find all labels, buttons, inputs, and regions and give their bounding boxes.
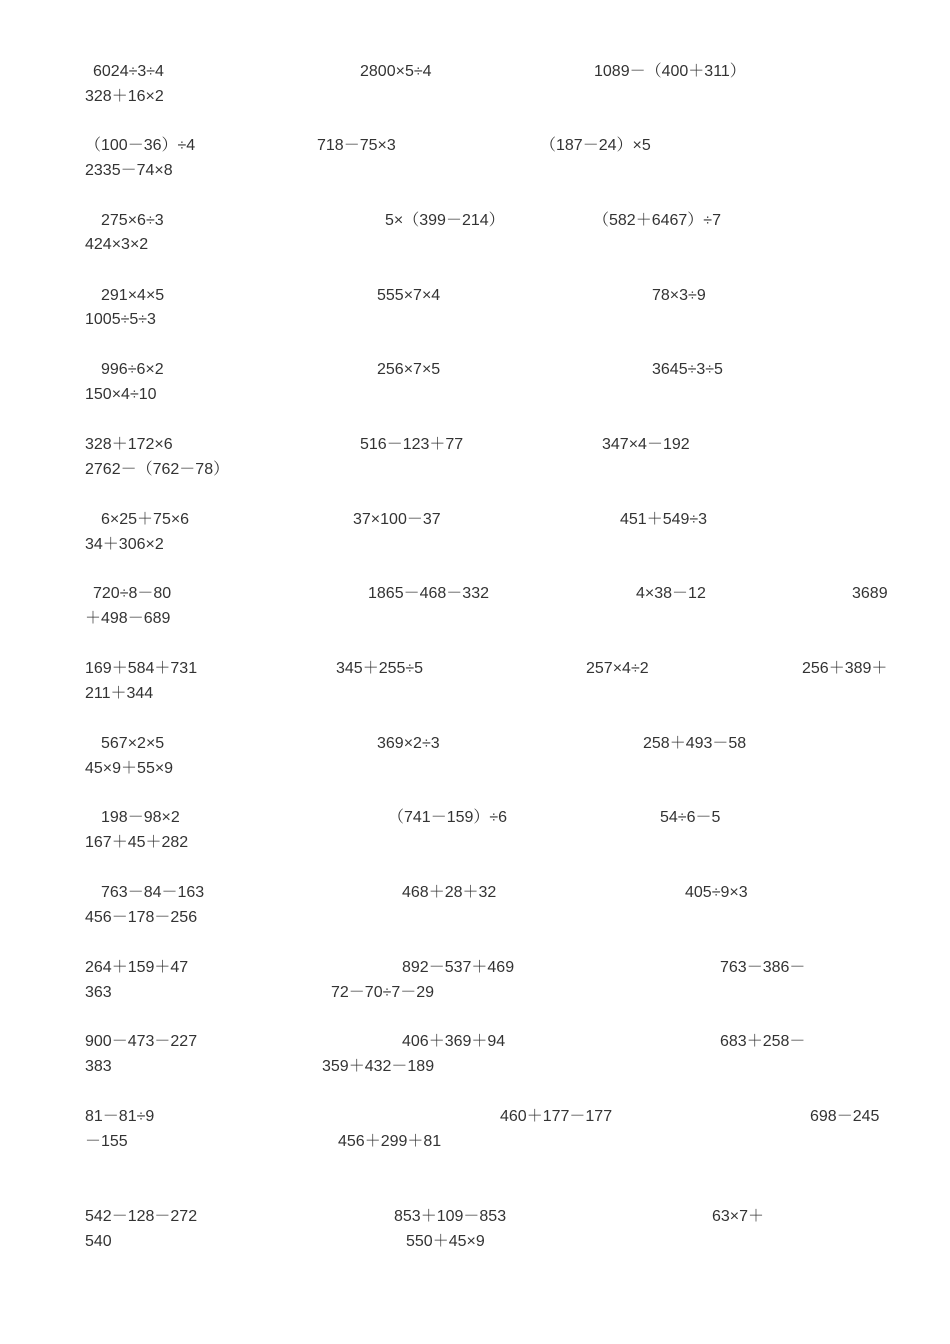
- expression: 763－386－: [720, 959, 806, 976]
- expression: 363: [85, 984, 112, 1001]
- expression: 275×6÷3: [101, 212, 164, 229]
- expression: 256×7×5: [377, 361, 441, 378]
- expression: 451＋549÷3: [620, 511, 708, 528]
- expression: 257×4÷2: [586, 660, 649, 677]
- expression: 683＋258－: [720, 1033, 806, 1050]
- expression: 3645÷3÷5: [652, 361, 723, 378]
- expression: 383: [85, 1058, 112, 1075]
- expression: 763－84－163: [101, 884, 205, 901]
- expression: 45×9＋55×9: [85, 760, 174, 777]
- expression: 542－128－272: [85, 1208, 198, 1225]
- expression: 258＋493－58: [643, 735, 747, 752]
- expression: 359＋432－189: [322, 1058, 435, 1075]
- expression: ＋498－689: [85, 610, 171, 627]
- expression: 198－98×2: [101, 809, 180, 826]
- expression: 6024÷3÷4: [93, 63, 164, 80]
- expression: 37×100－37: [353, 511, 441, 528]
- expression: 5×（399－214）: [385, 212, 505, 229]
- expression: －155: [85, 1133, 128, 1150]
- expression: 567×2×5: [101, 735, 165, 752]
- expression: 900－473－227: [85, 1033, 198, 1050]
- expression: 468＋28＋32: [402, 884, 497, 901]
- expression: 720÷8－80: [93, 585, 172, 602]
- expression: 456－178－256: [85, 909, 198, 926]
- expression: 150×4÷10: [85, 386, 157, 403]
- expression: 328＋172×6: [85, 436, 173, 453]
- expression: 291×4×5: [101, 287, 165, 304]
- expression: 892－537＋469: [402, 959, 515, 976]
- expression: （582＋6467）÷7: [593, 212, 721, 229]
- expression: 555×7×4: [377, 287, 441, 304]
- expression: 72－70÷7－29: [331, 984, 435, 1001]
- expression: 1005÷5÷3: [85, 311, 156, 328]
- expression: 718－75×3: [317, 137, 396, 154]
- expression: 54÷6－5: [660, 809, 721, 826]
- expression: 81－81÷9: [85, 1108, 155, 1125]
- expression: 3689: [852, 585, 888, 602]
- expression: 2800×5÷4: [360, 63, 432, 80]
- expression: （741－159）÷6: [388, 809, 508, 826]
- expression: 256＋389＋: [802, 660, 888, 677]
- expression: 369×2÷3: [377, 735, 440, 752]
- expression: 78×3÷9: [652, 287, 706, 304]
- expression: 2335－74×8: [85, 162, 173, 179]
- expression: （100－36）÷4: [85, 137, 196, 154]
- expression: 347×4－192: [602, 436, 690, 453]
- expression: 6×25＋75×6: [101, 511, 190, 528]
- expression: 4×38－12: [636, 585, 706, 602]
- expression: 167＋45＋282: [85, 834, 189, 851]
- expression: 34＋306×2: [85, 536, 164, 553]
- expression: 516－123＋77: [360, 436, 464, 453]
- expression: 424×3×2: [85, 236, 149, 253]
- expression: 328＋16×2: [85, 88, 164, 105]
- expression: 63×7＋: [712, 1208, 765, 1225]
- expression: 2762－（762－78）: [85, 461, 230, 478]
- expression: 540: [85, 1233, 112, 1250]
- expression: 550＋45×9: [406, 1233, 485, 1250]
- expression: （187－24）×5: [540, 137, 651, 154]
- expression: 405÷9×3: [685, 884, 748, 901]
- expression: 456＋299＋81: [338, 1133, 442, 1150]
- expression: 1089－（400＋311）: [594, 63, 746, 80]
- expression: 169＋584＋731: [85, 660, 198, 677]
- expression: 996÷6×2: [101, 361, 164, 378]
- expression: 1865－468－332: [368, 585, 489, 602]
- expression: 406＋369＋94: [402, 1033, 506, 1050]
- expression: 211＋344: [85, 685, 154, 702]
- expression: 698－245: [810, 1108, 880, 1125]
- expression: 853＋109－853: [394, 1208, 507, 1225]
- expression: 264＋159＋47: [85, 959, 189, 976]
- expression: 460＋177－177: [500, 1108, 613, 1125]
- expression: 345＋255÷5: [336, 660, 424, 677]
